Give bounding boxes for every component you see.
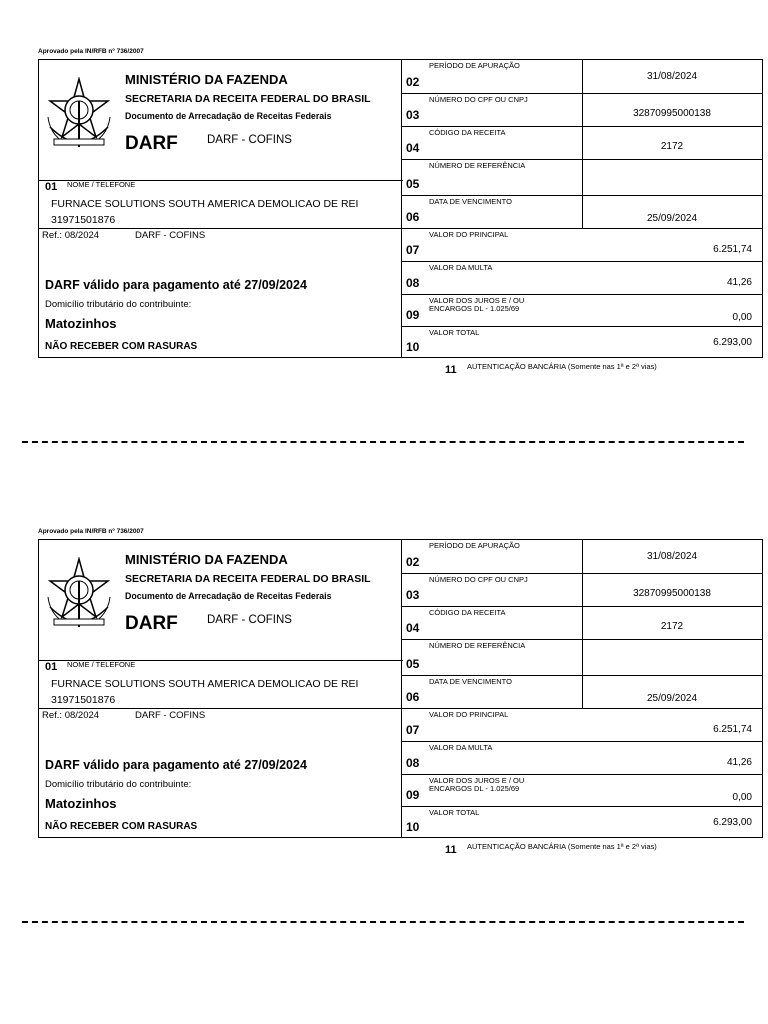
valid-until: DARF válido para pagamento até 27/09/2024: [45, 278, 307, 292]
field-value: 6.293,00: [713, 817, 752, 828]
field-row: [402, 540, 762, 574]
field-value: 2172: [660, 141, 684, 152]
approval-note: Aprovado pela IN/RFB nº 736/2007: [38, 48, 144, 55]
darf-heading: DARF: [125, 133, 178, 154]
field-row: [402, 775, 762, 807]
field-row: [402, 709, 762, 742]
field-label: PERÍODO DE APURAÇÃO: [429, 541, 520, 550]
field-number: 10: [406, 820, 420, 834]
field-row: [402, 607, 762, 640]
field-row: [402, 295, 762, 327]
field-value: 32870995000138: [633, 588, 711, 599]
coat-of-arms-icon: [44, 557, 114, 629]
field-number: 05: [406, 657, 420, 671]
field-row: [402, 196, 762, 229]
field-number: 02: [406, 75, 420, 89]
field-value: 31/08/2024: [646, 71, 698, 82]
document-type: Documento de Arrecadação de Receitas Federais: [125, 111, 332, 121]
cut-line: [22, 441, 744, 443]
field-number: 08: [406, 756, 420, 770]
field-label: NÚMERO DE REFERÊNCIA: [429, 641, 526, 650]
field-value: 6.251,74: [713, 244, 752, 255]
taxpayer-name: FURNACE SOLUTIONS SOUTH AMERICA DEMOLICAO DE REI: [51, 198, 359, 210]
field-01-number: 01: [45, 661, 58, 673]
darf-copy-2: [0, 528, 768, 928]
field-value: 41,26: [726, 277, 752, 288]
field-label: DATA DE VENCIMENTO: [429, 677, 512, 686]
field-row: [402, 676, 762, 709]
secretary-title: SECRETARIA DA RECEITA FEDERAL DO BRASIL: [125, 573, 371, 585]
field-label: VALOR TOTAL: [429, 808, 480, 817]
field-row: [402, 160, 762, 196]
field-label: CÓDIGO DA RECEITA: [429, 608, 506, 617]
field-value: 31/08/2024: [646, 551, 698, 562]
no-erasure-notice: NÃO RECEBER COM RASURAS: [45, 821, 198, 832]
field-row: [402, 60, 762, 94]
field-number: 07: [406, 723, 420, 737]
ministry-title: MINISTÉRIO DA FAZENDA: [125, 552, 288, 567]
field-value: 0,00: [732, 792, 752, 803]
field-number: 06: [406, 690, 420, 704]
darf-description: DARF - COFINS: [207, 614, 292, 626]
field-label: NÚMERO DO CPF OU CNPJ: [429, 575, 528, 584]
reference-darf: DARF - COFINS: [135, 230, 206, 241]
field-number: 06: [406, 210, 420, 224]
field-value: 6.251,74: [713, 724, 752, 735]
field-label: CÓDIGO DA RECEITA: [429, 128, 506, 137]
valid-until: DARF válido para pagamento até 27/09/2024: [45, 758, 307, 772]
field-label: VALOR DOS JUROS E / OU ENCARGOS DL - 1.025/69: [429, 296, 525, 313]
field-11-number: 11: [445, 364, 457, 376]
field-number: 10: [406, 340, 420, 354]
field-label: VALOR DO PRINCIPAL: [429, 710, 509, 719]
field-row: [402, 229, 762, 262]
field-label: VALOR DA MULTA: [429, 263, 493, 272]
reference-darf: DARF - COFINS: [135, 710, 206, 721]
field-number: 07: [406, 243, 420, 257]
darf-heading: DARF: [125, 613, 178, 634]
reference: Ref.: 08/2024: [42, 710, 100, 721]
bank-authentication-label: AUTENTICAÇÃO BANCÁRIA (Somente nas 1ª e 2ª vias): [467, 362, 657, 371]
field-value: 0,00: [732, 312, 752, 323]
darf-description: DARF - COFINS: [207, 134, 292, 146]
cut-line: [22, 921, 744, 923]
field-row: [402, 94, 762, 127]
field-number: 05: [406, 177, 420, 191]
taxpayer-name: FURNACE SOLUTIONS SOUTH AMERICA DEMOLICAO DE REI: [51, 678, 359, 690]
field-number: 09: [406, 788, 420, 802]
field-number: 09: [406, 308, 420, 322]
fields-box: [402, 539, 763, 838]
field-row: [402, 640, 762, 676]
header-box: [38, 539, 402, 838]
field-label: VALOR TOTAL: [429, 328, 480, 337]
field-label: PERÍODO DE APURAÇÃO: [429, 61, 520, 70]
field-value: 41,26: [726, 757, 752, 768]
field-number: 04: [406, 621, 420, 635]
field-value: 32870995000138: [633, 108, 711, 119]
field-value: 6.293,00: [713, 337, 752, 348]
bank-authentication-label: AUTENTICAÇÃO BANCÁRIA (Somente nas 1ª e 2ª vias): [467, 842, 657, 851]
fields-box: [402, 59, 763, 358]
field-value: 25/09/2024: [646, 213, 698, 224]
field-01-label: NOME / TELEFONE: [67, 660, 136, 669]
field-number: 03: [406, 108, 420, 122]
domicile-city: Matozinhos: [45, 796, 117, 811]
field-label: VALOR DOS JUROS E / OU ENCARGOS DL - 1.025/69: [429, 776, 525, 793]
field-01-number: 01: [45, 181, 58, 193]
domicile-label: Domicílio tributário do contribuinte:: [45, 299, 192, 310]
domicile-label: Domicílio tributário do contribuinte:: [45, 779, 192, 790]
field-label: NÚMERO DE REFERÊNCIA: [429, 161, 526, 170]
ministry-title: MINISTÉRIO DA FAZENDA: [125, 72, 288, 87]
reference: Ref.: 08/2024: [42, 230, 100, 241]
field-row: [402, 127, 762, 160]
header-box: [38, 59, 402, 358]
field-number: 08: [406, 276, 420, 290]
document-type: Documento de Arrecadação de Receitas Federais: [125, 591, 332, 601]
domicile-city: Matozinhos: [45, 316, 117, 331]
field-value: 25/09/2024: [646, 693, 698, 704]
secretary-title: SECRETARIA DA RECEITA FEDERAL DO BRASIL: [125, 93, 371, 105]
field-label: VALOR DA MULTA: [429, 743, 493, 752]
field-number: 03: [406, 588, 420, 602]
field-row: [402, 807, 762, 838]
field-value: 2172: [660, 621, 684, 632]
field-row: [402, 262, 762, 295]
field-number: 04: [406, 141, 420, 155]
field-row: [402, 327, 762, 358]
field-01-label: NOME / TELEFONE: [67, 180, 136, 189]
coat-of-arms-icon: [44, 77, 114, 149]
field-11-number: 11: [445, 844, 457, 856]
field-label: NÚMERO DO CPF OU CNPJ: [429, 95, 528, 104]
taxpayer-phone: 31971501876: [51, 214, 116, 226]
no-erasure-notice: NÃO RECEBER COM RASURAS: [45, 341, 198, 352]
approval-note: Aprovado pela IN/RFB nº 736/2007: [38, 528, 144, 535]
field-number: 02: [406, 555, 420, 569]
field-row: [402, 574, 762, 607]
field-label: VALOR DO PRINCIPAL: [429, 230, 509, 239]
field-label: DATA DE VENCIMENTO: [429, 197, 512, 206]
darf-copy-1: [0, 48, 768, 448]
taxpayer-phone: 31971501876: [51, 694, 116, 706]
field-row: [402, 742, 762, 775]
